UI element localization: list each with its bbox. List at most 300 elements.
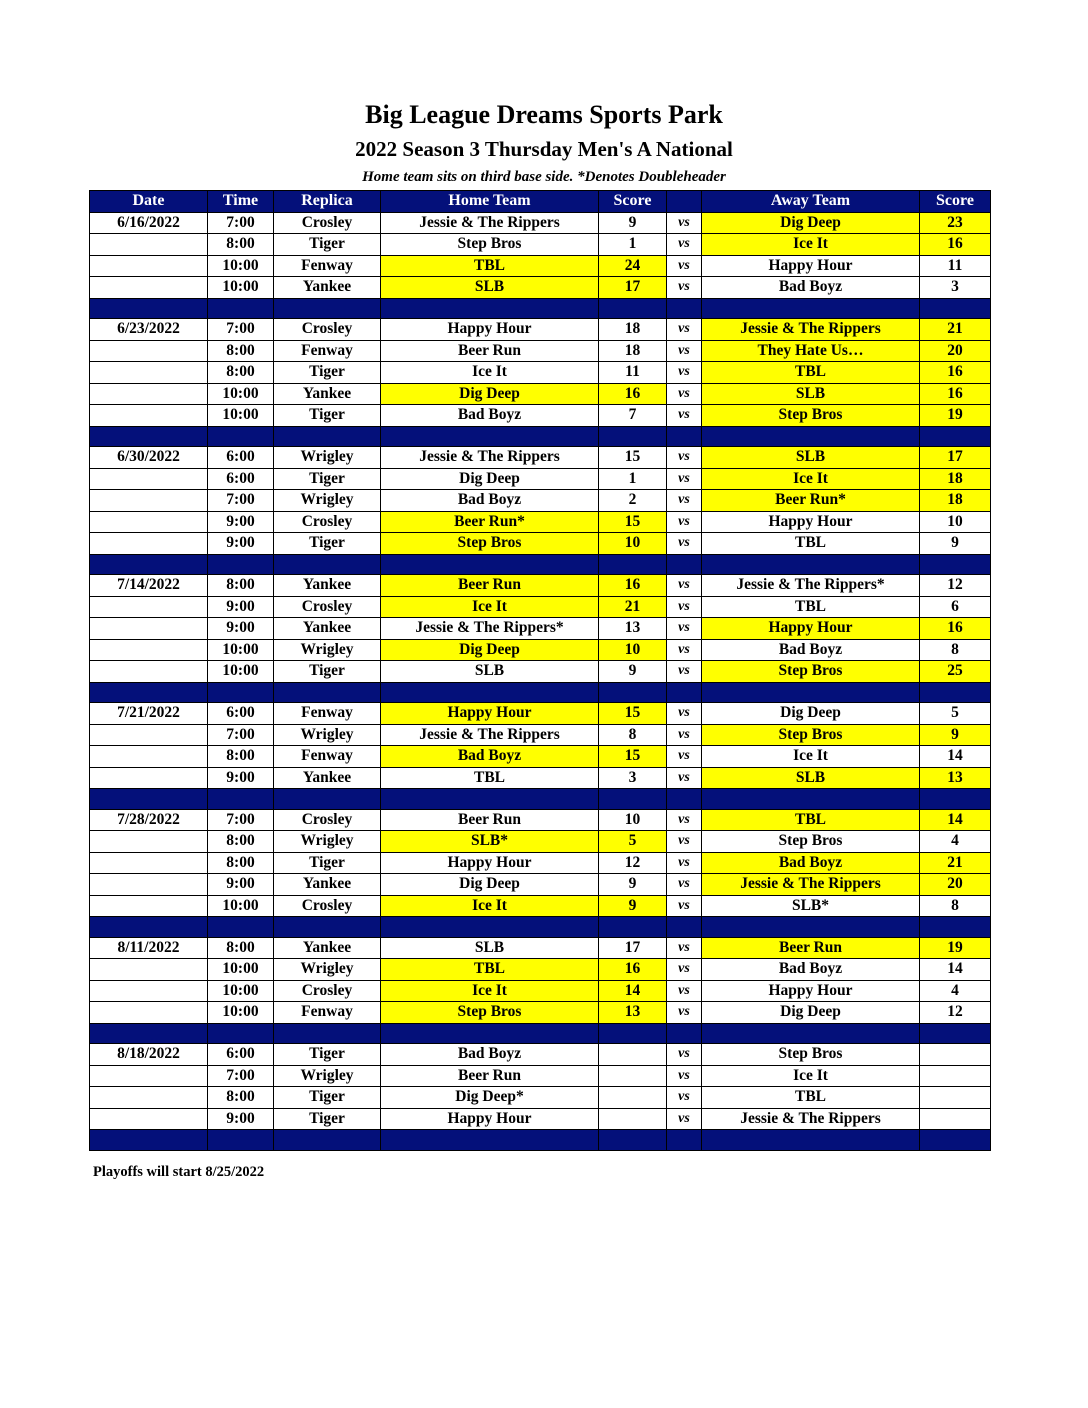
away-score: 14 [920, 746, 991, 768]
away-score: 4 [920, 831, 991, 853]
away-team: Step Bros [702, 661, 920, 683]
col-header-date: Date [90, 191, 208, 213]
home-team: TBL [381, 959, 599, 981]
home-score: 14 [599, 980, 667, 1002]
separator-cell [381, 682, 599, 703]
game-date [90, 618, 208, 640]
vs-label: vs [667, 852, 702, 874]
separator-cell [274, 682, 381, 703]
table-row [90, 1087, 991, 1109]
away-score [920, 1044, 991, 1066]
home-team: Ice It [381, 980, 599, 1002]
game-field: Tiger [274, 1044, 381, 1066]
away-score: 13 [920, 767, 991, 789]
home-score: 10 [599, 533, 667, 555]
table-row [90, 1065, 991, 1087]
week-separator [90, 1023, 991, 1044]
vs-label: vs [667, 340, 702, 362]
game-date [90, 234, 208, 256]
table-row [90, 746, 991, 768]
week-separator [90, 1130, 991, 1151]
separator-cell [208, 426, 274, 447]
game-time: 6:00 [208, 447, 274, 469]
home-team: TBL [381, 767, 599, 789]
vs-label: vs [667, 212, 702, 234]
week-separator [90, 298, 991, 319]
playoffs-note: Playoffs will start 8/25/2022 [93, 1164, 265, 1180]
separator-cell [274, 298, 381, 319]
table-row [90, 511, 991, 533]
table-row [90, 1002, 991, 1024]
home-score: 1 [599, 234, 667, 256]
separator-cell [667, 298, 702, 319]
separator-cell [702, 1130, 920, 1151]
game-date [90, 724, 208, 746]
away-team: Bad Boyz [702, 639, 920, 661]
game-date [90, 831, 208, 853]
game-time: 7:00 [208, 1065, 274, 1087]
game-date [90, 874, 208, 896]
game-field: Crosley [274, 212, 381, 234]
home-team: Bad Boyz [381, 490, 599, 512]
vs-label: vs [667, 661, 702, 683]
vs-label: vs [667, 490, 702, 512]
separator-cell [274, 1023, 381, 1044]
home-team: SLB [381, 937, 599, 959]
home-score: 10 [599, 639, 667, 661]
separator-cell [90, 298, 208, 319]
home-team: Bad Boyz [381, 405, 599, 427]
separator-cell [667, 1023, 702, 1044]
separator-cell [90, 682, 208, 703]
home-team: SLB [381, 661, 599, 683]
game-time: 6:00 [208, 703, 274, 725]
col-header-away-team: Away Team [702, 191, 920, 213]
game-field: Yankee [274, 767, 381, 789]
away-team: Step Bros [702, 831, 920, 853]
vs-label: vs [667, 639, 702, 661]
home-score: 21 [599, 596, 667, 618]
table-row [90, 639, 991, 661]
separator-cell [599, 554, 667, 575]
separator-cell [667, 1130, 702, 1151]
game-time: 7:00 [208, 319, 274, 341]
away-score: 12 [920, 575, 991, 597]
away-score: 8 [920, 639, 991, 661]
home-team: Step Bros [381, 533, 599, 555]
vs-label: vs [667, 405, 702, 427]
table-row [90, 1108, 991, 1130]
game-date [90, 959, 208, 981]
table-row [90, 937, 991, 959]
home-team: SLB* [381, 831, 599, 853]
home-team: Jessie & The Rippers [381, 212, 599, 234]
game-time: 8:00 [208, 937, 274, 959]
game-field: Fenway [274, 255, 381, 277]
game-date [90, 340, 208, 362]
separator-cell [599, 789, 667, 810]
game-field: Yankee [274, 937, 381, 959]
game-date [90, 639, 208, 661]
away-team: Happy Hour [702, 511, 920, 533]
away-team: TBL [702, 533, 920, 555]
separator-cell [599, 426, 667, 447]
away-team: TBL [702, 362, 920, 384]
table-row [90, 874, 991, 896]
vs-label: vs [667, 596, 702, 618]
away-score [920, 1108, 991, 1130]
vs-label: vs [667, 809, 702, 831]
game-field: Yankee [274, 874, 381, 896]
game-field: Wrigley [274, 724, 381, 746]
away-score: 9 [920, 724, 991, 746]
game-date [90, 255, 208, 277]
away-team: TBL [702, 596, 920, 618]
home-score: 13 [599, 618, 667, 640]
separator-cell [667, 917, 702, 938]
game-date [90, 596, 208, 618]
away-score: 20 [920, 874, 991, 896]
vs-label: vs [667, 511, 702, 533]
table-row [90, 490, 991, 512]
game-date [90, 1065, 208, 1087]
home-score: 9 [599, 895, 667, 917]
separator-cell [274, 426, 381, 447]
game-field: Crosley [274, 511, 381, 533]
week-separator [90, 789, 991, 810]
week-separator [90, 426, 991, 447]
vs-label: vs [667, 255, 702, 277]
home-score: 15 [599, 447, 667, 469]
home-score: 7 [599, 405, 667, 427]
separator-cell [702, 682, 920, 703]
game-time: 10:00 [208, 1002, 274, 1024]
table-row [90, 340, 991, 362]
home-team: SLB [381, 277, 599, 299]
table-row [90, 767, 991, 789]
table-row [90, 255, 991, 277]
home-team: Beer Run [381, 809, 599, 831]
separator-cell [702, 789, 920, 810]
vs-label: vs [667, 767, 702, 789]
game-time: 7:00 [208, 212, 274, 234]
home-score: 16 [599, 383, 667, 405]
table-row [90, 383, 991, 405]
separator-cell [208, 554, 274, 575]
home-team: Bad Boyz [381, 1044, 599, 1066]
away-team: SLB* [702, 895, 920, 917]
away-team: Bad Boyz [702, 959, 920, 981]
away-score: 5 [920, 703, 991, 725]
home-score [599, 1108, 667, 1130]
home-score: 15 [599, 703, 667, 725]
vs-label: vs [667, 959, 702, 981]
game-time: 10:00 [208, 405, 274, 427]
table-row [90, 724, 991, 746]
game-time: 7:00 [208, 490, 274, 512]
home-team: Step Bros [381, 234, 599, 256]
separator-cell [381, 1130, 599, 1151]
home-score: 12 [599, 852, 667, 874]
away-score: 4 [920, 980, 991, 1002]
separator-cell [381, 917, 599, 938]
separator-cell [920, 554, 991, 575]
game-date [90, 383, 208, 405]
away-score: 19 [920, 937, 991, 959]
away-team: TBL [702, 809, 920, 831]
home-team: Beer Run [381, 575, 599, 597]
separator-cell [599, 1130, 667, 1151]
game-date [90, 767, 208, 789]
table-row [90, 618, 991, 640]
game-time: 7:00 [208, 809, 274, 831]
separator-cell [274, 1130, 381, 1151]
game-field: Crosley [274, 980, 381, 1002]
game-date [90, 1087, 208, 1109]
game-field: Yankee [274, 575, 381, 597]
game-field: Fenway [274, 340, 381, 362]
separator-cell [702, 298, 920, 319]
table-row [90, 234, 991, 256]
game-field: Crosley [274, 809, 381, 831]
game-date [90, 746, 208, 768]
table-row [90, 468, 991, 490]
game-time: 8:00 [208, 1087, 274, 1109]
away-score: 21 [920, 852, 991, 874]
table-row [90, 212, 991, 234]
table-row [90, 980, 991, 1002]
game-time: 9:00 [208, 874, 274, 896]
table-row [90, 661, 991, 683]
home-score: 15 [599, 746, 667, 768]
game-field: Fenway [274, 703, 381, 725]
col-header-vs [667, 191, 702, 213]
game-field: Tiger [274, 234, 381, 256]
doubleheader-note: Home team sits on third base side. *Denotes Doubleheader [362, 169, 726, 185]
home-team: Jessie & The Rippers [381, 724, 599, 746]
home-score: 24 [599, 255, 667, 277]
game-date [90, 511, 208, 533]
home-team: Ice It [381, 362, 599, 384]
game-field: Tiger [274, 533, 381, 555]
table-row [90, 405, 991, 427]
vs-label: vs [667, 533, 702, 555]
vs-label: vs [667, 703, 702, 725]
vs-label: vs [667, 277, 702, 299]
home-team: Happy Hour [381, 319, 599, 341]
game-date [90, 405, 208, 427]
away-score: 9 [920, 533, 991, 555]
home-team: Happy Hour [381, 852, 599, 874]
table-row [90, 959, 991, 981]
game-date: 6/30/2022 [90, 447, 208, 469]
away-team: Ice It [702, 1065, 920, 1087]
vs-label: vs [667, 831, 702, 853]
game-time: 10:00 [208, 255, 274, 277]
separator-cell [90, 789, 208, 810]
separator-cell [208, 917, 274, 938]
home-score: 18 [599, 319, 667, 341]
schedule-body [90, 212, 991, 1150]
col-header-time: Time [208, 191, 274, 213]
game-time: 10:00 [208, 639, 274, 661]
home-score: 2 [599, 490, 667, 512]
separator-cell [208, 1130, 274, 1151]
home-team: Dig Deep [381, 383, 599, 405]
home-team: Happy Hour [381, 703, 599, 725]
away-team: Bad Boyz [702, 852, 920, 874]
vs-label: vs [667, 1108, 702, 1130]
col-header-replica: Replica [274, 191, 381, 213]
table-row [90, 895, 991, 917]
table-row [90, 831, 991, 853]
away-score: 3 [920, 277, 991, 299]
separator-cell [920, 682, 991, 703]
game-time: 10:00 [208, 980, 274, 1002]
game-field: Tiger [274, 405, 381, 427]
home-score: 9 [599, 661, 667, 683]
game-field: Wrigley [274, 831, 381, 853]
separator-cell [90, 426, 208, 447]
separator-cell [274, 554, 381, 575]
game-time: 10:00 [208, 277, 274, 299]
game-time: 10:00 [208, 895, 274, 917]
home-team: Beer Run* [381, 511, 599, 533]
away-score: 14 [920, 959, 991, 981]
game-time: 8:00 [208, 362, 274, 384]
separator-cell [702, 554, 920, 575]
separator-cell [702, 917, 920, 938]
separator-cell [667, 554, 702, 575]
col-header-away-score: Score [920, 191, 991, 213]
game-time: 8:00 [208, 234, 274, 256]
home-team: Beer Run [381, 1065, 599, 1087]
away-team: Ice It [702, 468, 920, 490]
separator-cell [208, 789, 274, 810]
game-field: Wrigley [274, 490, 381, 512]
home-team: Ice It [381, 895, 599, 917]
away-team: Happy Hour [702, 255, 920, 277]
game-field: Wrigley [274, 1065, 381, 1087]
away-team: Beer Run [702, 937, 920, 959]
away-team: Dig Deep [702, 703, 920, 725]
separator-cell [920, 298, 991, 319]
home-score: 5 [599, 831, 667, 853]
game-field: Tiger [274, 1087, 381, 1109]
game-field: Crosley [274, 596, 381, 618]
table-row [90, 533, 991, 555]
game-field: Tiger [274, 852, 381, 874]
away-team: Jessie & The Rippers [702, 319, 920, 341]
season-subtitle: 2022 Season 3 Thursday Men's A National [355, 137, 733, 161]
away-team: Bad Boyz [702, 277, 920, 299]
away-team: Step Bros [702, 1044, 920, 1066]
separator-cell [702, 426, 920, 447]
away-team: They Hate Us… [702, 340, 920, 362]
game-date [90, 362, 208, 384]
away-team: Dig Deep [702, 1002, 920, 1024]
table-row [90, 319, 991, 341]
separator-cell [920, 1130, 991, 1151]
home-team: Jessie & The Rippers [381, 447, 599, 469]
game-time: 6:00 [208, 468, 274, 490]
home-team: Dig Deep [381, 639, 599, 661]
home-score: 8 [599, 724, 667, 746]
col-header-home-team: Home Team [381, 191, 599, 213]
away-team: Ice It [702, 234, 920, 256]
away-score: 11 [920, 255, 991, 277]
home-team: Bad Boyz [381, 746, 599, 768]
home-team: Step Bros [381, 1002, 599, 1024]
game-time: 8:00 [208, 575, 274, 597]
away-team: Jessie & The Rippers [702, 1108, 920, 1130]
home-team: Dig Deep* [381, 1087, 599, 1109]
game-time: 9:00 [208, 596, 274, 618]
game-date [90, 852, 208, 874]
game-date: 8/11/2022 [90, 937, 208, 959]
home-team: Happy Hour [381, 1108, 599, 1130]
away-team: SLB [702, 383, 920, 405]
game-date [90, 980, 208, 1002]
game-time: 9:00 [208, 511, 274, 533]
separator-cell [381, 789, 599, 810]
home-team: Beer Run [381, 340, 599, 362]
home-score: 13 [599, 1002, 667, 1024]
vs-label: vs [667, 1087, 702, 1109]
vs-label: vs [667, 980, 702, 1002]
home-team: Dig Deep [381, 468, 599, 490]
table-row [90, 575, 991, 597]
game-date [90, 277, 208, 299]
vs-label: vs [667, 1002, 702, 1024]
game-time: 9:00 [208, 1108, 274, 1130]
week-separator [90, 554, 991, 575]
game-date: 6/16/2022 [90, 212, 208, 234]
game-field: Fenway [274, 746, 381, 768]
game-field: Tiger [274, 362, 381, 384]
game-date [90, 1002, 208, 1024]
away-team: SLB [702, 447, 920, 469]
separator-cell [599, 298, 667, 319]
away-team: SLB [702, 767, 920, 789]
table-row [90, 809, 991, 831]
away-team: Jessie & The Rippers [702, 874, 920, 896]
separator-cell [702, 1023, 920, 1044]
game-field: Crosley [274, 895, 381, 917]
away-score: 21 [920, 319, 991, 341]
separator-cell [208, 682, 274, 703]
game-time: 8:00 [208, 746, 274, 768]
separator-cell [381, 554, 599, 575]
game-date: 7/28/2022 [90, 809, 208, 831]
game-date [90, 1108, 208, 1130]
vs-label: vs [667, 1044, 702, 1066]
game-date: 8/18/2022 [90, 1044, 208, 1066]
separator-cell [381, 1023, 599, 1044]
home-score: 3 [599, 767, 667, 789]
game-time: 10:00 [208, 383, 274, 405]
game-time: 10:00 [208, 959, 274, 981]
away-score: 8 [920, 895, 991, 917]
away-score: 20 [920, 340, 991, 362]
away-score: 19 [920, 405, 991, 427]
game-field: Wrigley [274, 639, 381, 661]
away-score: 6 [920, 596, 991, 618]
away-score [920, 1087, 991, 1109]
away-team: Jessie & The Rippers* [702, 575, 920, 597]
vs-label: vs [667, 362, 702, 384]
table-row [90, 362, 991, 384]
